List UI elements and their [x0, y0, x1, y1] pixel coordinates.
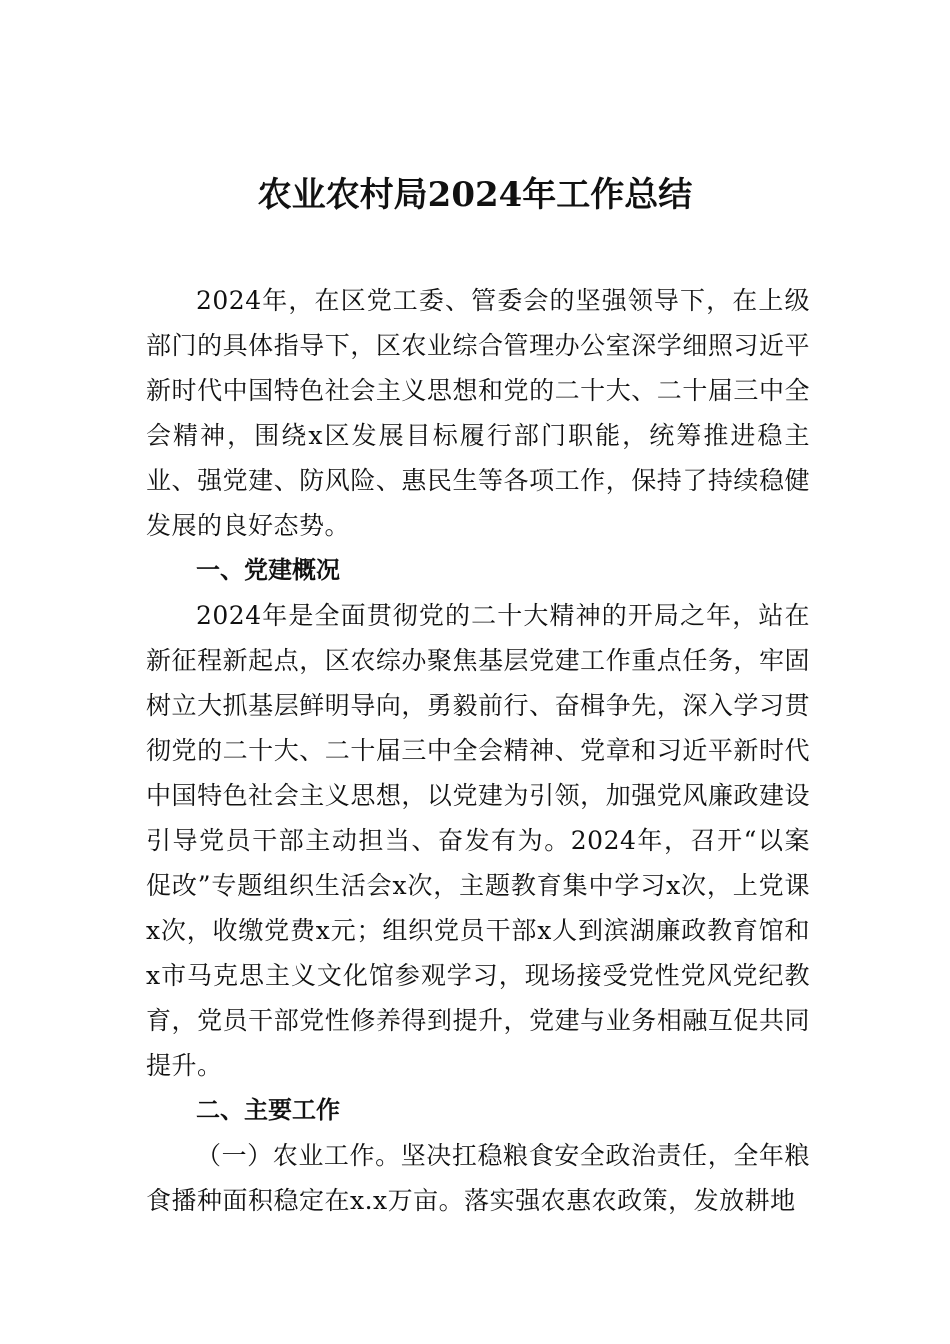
agriculture-work-paragraph: （一）农业工作。坚决扛稳粮食安全政治责任，全年粮食播种面积稳定在x.x万亩。落实强农惠农政策，发放耕地: [146, 1141, 810, 1215]
document-body: [146, 278, 810, 1223]
document-title: 农业农村局2024年工作总结: [257, 175, 693, 215]
intro-paragraph: 2024年，在区党工委、管委会的坚强领导下，在上级部门的具体指导下，区农业综合管理办公室深学细照习近平新时代中国特色社会主义思想和党的二十大、二十届三中全会精神，围绕x区发展目标履行部门职能，统筹推进稳主业、强党建、防风险、惠民生等各项工作，保持了持续稳健发展的良好态势。: [146, 286, 810, 540]
section-heading-main-work: 二、主要工作: [196, 1096, 340, 1124]
section-heading-party-building: 一、党建概况: [196, 556, 340, 584]
party-building-paragraph: 2024年是全面贯彻党的二十大精神的开局之年，站在新征程新起点，区农综办聚焦基层党建工作重点任务，牢固树立大抓基层鲜明导向，勇毅前行、奋楫争先，深入学习贯彻党的二十大、二十届三中全会精神、党章和习近平新时代中国特色社会主义思想，以党建为引领，加强党风廉政建设引导党员干部主动担当、奋发有为。2024年，召开“以案促改”专题组织生活会x次，主题教育集中学习x次，上党课x次，收缴党费x元；组织党员干部x人到滨湖廉政教育馆和x市马克思主义文化馆参观学习，现场接受党性党风党纪教育，党员干部党性修养得到提升，党建与业务相融互促共同提升。: [146, 601, 810, 1080]
